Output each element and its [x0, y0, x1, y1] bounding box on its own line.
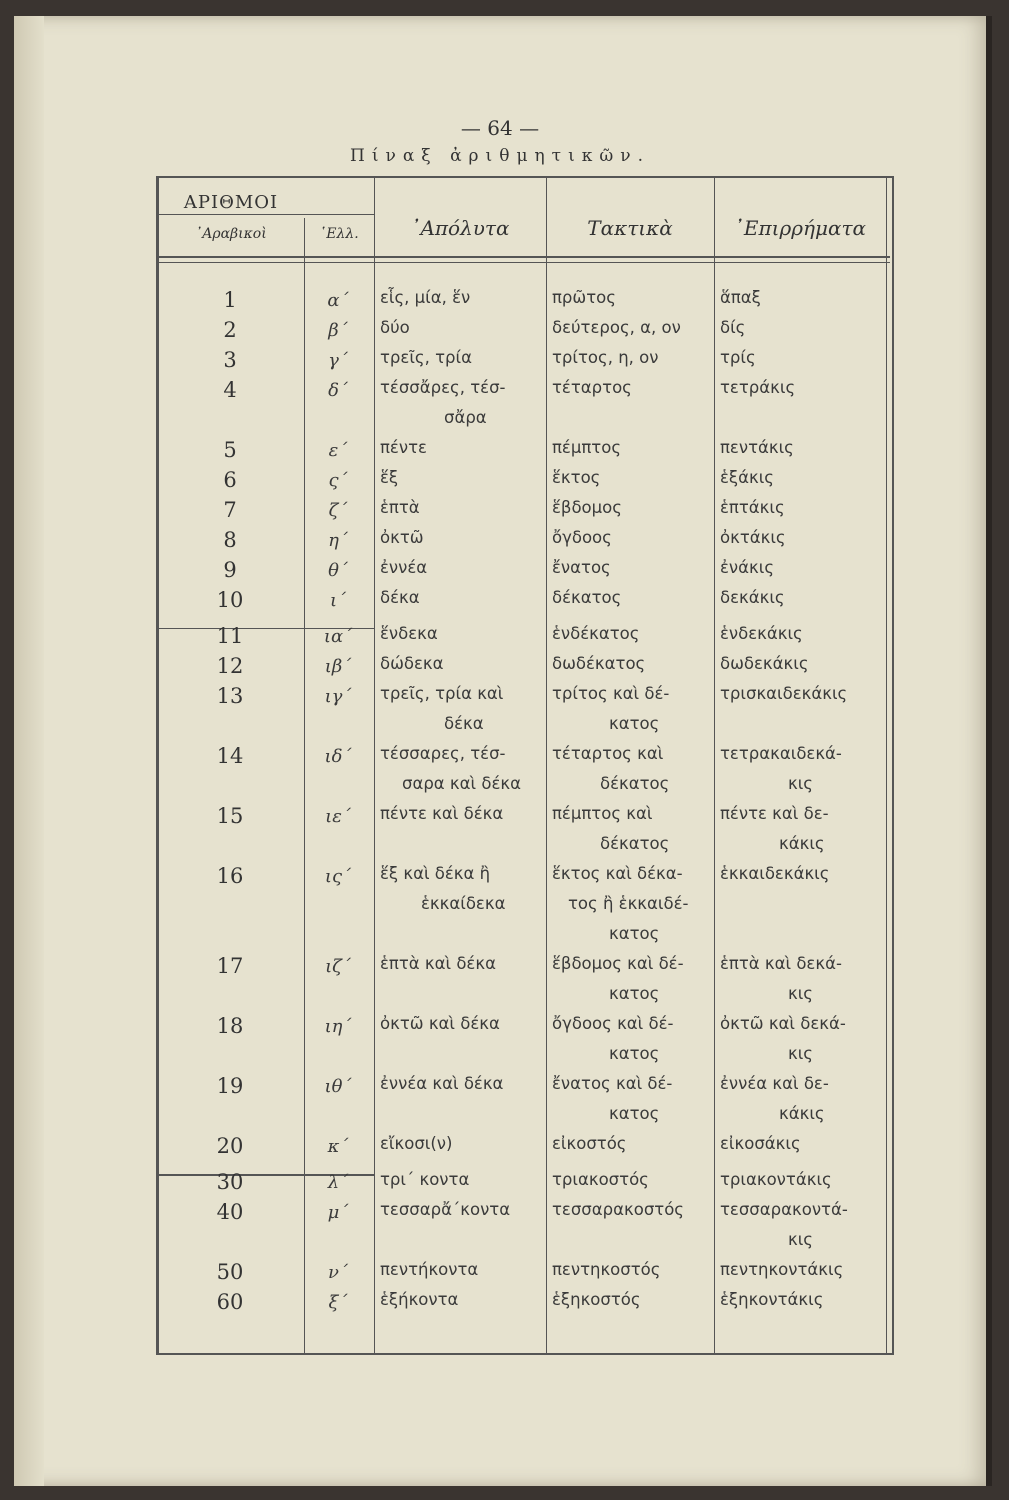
- cardinal-cell: ἕξ καὶ δέκα ἢ: [380, 864, 491, 883]
- adverbial-cell: ὀκτῶ καὶ δεκά-: [720, 1014, 846, 1033]
- adverbial-cell: ἑνδεκάκις: [720, 624, 803, 643]
- ordinal-cell: ἕκτος: [552, 468, 601, 487]
- greek-numeral: ια΄: [323, 626, 353, 647]
- adverbial-cell: ἑξηκοντάκις: [720, 1290, 824, 1309]
- ordinal-cell: κατος: [609, 1104, 660, 1123]
- cardinal-cell: τρεῖς, τρία καὶ: [380, 684, 504, 703]
- adverbial-cell: ἐνάκις: [720, 558, 775, 577]
- adverbial-cell: κις: [788, 984, 813, 1003]
- adverbial-cell: ὀκτάκις: [720, 528, 786, 547]
- adverbial-cell: ἅπαξ: [720, 288, 761, 307]
- adverbial-cell: δωδεκάκις: [720, 654, 809, 673]
- cardinal-cell: τρεῖς, τρία: [380, 348, 472, 367]
- greek-numeral: ιη΄: [324, 1016, 352, 1037]
- arabic-numeral: 50: [216, 1260, 244, 1284]
- adverbial-cell: ἐννέα καὶ δε-: [720, 1074, 829, 1093]
- adverbial-cell: κις: [788, 774, 813, 793]
- arabic-numeral: 14: [216, 744, 244, 768]
- col-divider: [158, 178, 159, 1353]
- adverbial-cell: κάκις: [779, 1104, 825, 1123]
- greek-numeral: ξ΄: [328, 1292, 348, 1313]
- arabic-numeral: 8: [223, 528, 237, 552]
- ordinal-cell: δέκατος: [552, 588, 622, 607]
- ordinal-cell: ὄγδοος: [552, 528, 612, 547]
- cardinal-cell: ἐννέα: [380, 558, 428, 577]
- ordinal-cell: κατος: [609, 984, 660, 1003]
- col-divider: [546, 178, 547, 1353]
- greek-numeral: ιβ΄: [324, 656, 352, 677]
- arabic-numeral: 30: [216, 1170, 244, 1194]
- greek-numeral: β΄: [328, 320, 348, 341]
- ordinal-cell: ἔνατος: [552, 558, 611, 577]
- greek-numeral: ζ΄: [328, 500, 348, 521]
- arabic-numeral: 9: [223, 558, 237, 582]
- arabic-numeral: 10: [216, 588, 244, 612]
- ordinal-cell: δέκατος: [600, 774, 670, 793]
- greek-numeral: ιθ΄: [324, 1076, 352, 1097]
- adverbial-cell: τετράκις: [720, 378, 796, 397]
- ordinal-cell: κατος: [609, 714, 660, 733]
- adverbial-cell: δίς: [720, 318, 746, 337]
- header-line: [158, 262, 890, 263]
- greek-numeral: ιζ΄: [325, 956, 351, 977]
- adverbial-cell: τριακοντάκις: [720, 1170, 832, 1189]
- cardinal-cell: δέκα: [444, 714, 484, 733]
- ordinal-cell: τέταρτος καὶ: [552, 744, 664, 763]
- adverbial-cell: ἑπτάκις: [720, 498, 785, 517]
- adverbial-cell: δεκάκις: [720, 588, 785, 607]
- arabic-numeral: 4: [223, 378, 237, 402]
- header-adverbial: ᾿Επιρρήματα: [733, 216, 867, 240]
- ordinal-cell: πέμπτος: [552, 438, 621, 457]
- header-greek: ῾Ελλ.: [319, 226, 359, 242]
- page-edge: [14, 16, 44, 1486]
- ordinal-cell: τρίτος, η, ον: [552, 348, 659, 367]
- arabic-numeral: 15: [216, 804, 244, 828]
- adverbial-cell: ἑκκαιδεκάκις: [720, 864, 830, 883]
- greek-numeral: α΄: [327, 290, 349, 311]
- ordinal-cell: ἕκτος καὶ δέκα-: [552, 864, 683, 883]
- header-arabic: ᾿Αραβικοὶ: [195, 226, 267, 242]
- greek-numeral: κ΄: [327, 1136, 349, 1157]
- greek-numeral: θ΄: [328, 560, 348, 581]
- adverbial-cell: πεντάκις: [720, 438, 794, 457]
- cardinal-cell: ἐννέα καὶ δέκα: [380, 1074, 504, 1093]
- arabic-numeral: 16: [216, 864, 244, 888]
- cardinal-cell: πεντήκοντα: [380, 1260, 479, 1279]
- greek-numeral: ν΄: [328, 1262, 348, 1283]
- ordinal-cell: πρῶτος: [552, 288, 616, 307]
- cardinal-cell: σαρα καὶ δέκα: [402, 774, 521, 793]
- cardinal-cell: ἑπτὰ: [380, 498, 420, 517]
- cardinal-cell: εἴκοσι(ν): [380, 1134, 453, 1153]
- arabic-numeral: 2: [223, 318, 237, 342]
- ordinal-cell: ὄγδοος καὶ δέ-: [552, 1014, 674, 1033]
- arabic-numeral: 19: [216, 1074, 244, 1098]
- adverbial-cell: εἰκοσάκις: [720, 1134, 801, 1153]
- arabic-numeral: 60: [216, 1290, 244, 1314]
- header-ordinal: Τακτικὰ: [587, 216, 673, 240]
- adverbial-cell: πεντηκοντάκις: [720, 1260, 844, 1279]
- greek-numeral: ιε΄: [325, 806, 351, 827]
- cardinal-cell: τέσσαρες, τέσ-: [380, 744, 506, 763]
- ordinal-cell: τεσσαρακοστός: [552, 1200, 684, 1219]
- ordinal-cell: τέταρτος: [552, 378, 632, 397]
- cardinal-cell: ἑπτὰ καὶ δέκα: [380, 954, 496, 973]
- arabic-numeral: 17: [216, 954, 244, 978]
- cardinal-cell: ὀκτῶ: [380, 528, 424, 547]
- cardinal-cell: τεσσαρἄ΄κοντα: [380, 1200, 511, 1219]
- arabic-numeral: 7: [223, 498, 237, 522]
- arabic-numeral: 11: [216, 624, 244, 648]
- header-cardinal: ᾿Απόλυτα: [410, 216, 510, 240]
- ordinal-cell: δέκατος: [600, 834, 670, 853]
- adverbial-cell: τρισκαιδεκάκις: [720, 684, 848, 703]
- table-title: Πίναξ ἀριθμητικῶν.: [350, 146, 650, 166]
- ordinal-cell: τρίτος καὶ δέ-: [552, 684, 670, 703]
- greek-numeral: μ΄: [327, 1202, 349, 1223]
- ordinal-cell: ἔνατος καὶ δέ-: [552, 1074, 673, 1093]
- ordinal-cell: δωδέκατος: [552, 654, 646, 673]
- ordinal-cell: ἑνδέκατος: [552, 624, 640, 643]
- greek-numeral: ιδ΄: [324, 746, 352, 767]
- greek-numeral: δ΄: [328, 380, 348, 401]
- greek-numeral: ε΄: [328, 440, 348, 461]
- adverbial-cell: πέντε καὶ δε-: [720, 804, 829, 823]
- adverbial-cell: κις: [788, 1230, 813, 1249]
- arabic-numeral: 40: [216, 1200, 244, 1224]
- adverbial-cell: ἑξάκις: [720, 468, 774, 487]
- header-numbers: ΑΡΙΘΜΟΙ: [183, 192, 279, 213]
- ordinal-cell: κατος: [609, 924, 660, 943]
- ordinal-cell: τριακοστός: [552, 1170, 649, 1189]
- numerals-table: [156, 176, 894, 1355]
- arabic-numeral: 18: [216, 1014, 244, 1038]
- arabic-numeral: 5: [223, 438, 237, 462]
- arabic-numeral: 6: [223, 468, 237, 492]
- cardinal-cell: δέκα: [380, 588, 420, 607]
- cardinal-cell: πέντε καὶ δέκα: [380, 804, 504, 823]
- greek-numeral: λ΄: [327, 1172, 349, 1193]
- book-page: [14, 16, 992, 1486]
- adverbial-cell: κάκις: [779, 834, 825, 853]
- greek-numeral: η΄: [328, 530, 348, 551]
- ordinal-cell: εἰκοστός: [552, 1134, 627, 1153]
- greek-numeral: γ΄: [328, 350, 348, 371]
- cardinal-cell: σἄρα: [444, 408, 487, 427]
- ordinal-cell: ἕβδομος καὶ δέ-: [552, 954, 684, 973]
- adverbial-cell: τετρακαιδεκά-: [720, 744, 842, 763]
- cardinal-cell: πέντε: [380, 438, 427, 457]
- arabic-numeral: 13: [216, 684, 244, 708]
- col-divider: [886, 178, 887, 1353]
- greek-numeral: ς΄: [328, 470, 348, 491]
- greek-numeral: ιγ΄: [324, 686, 352, 707]
- cardinal-cell: τέσσἄρες, τέσ-: [380, 378, 506, 397]
- adverbial-cell: τεσσαρακοντά-: [720, 1200, 848, 1219]
- cardinal-cell: τρι΄ κοντα: [380, 1170, 470, 1189]
- arabic-numeral: 20: [216, 1134, 244, 1158]
- ordinal-cell: πέμπτος καὶ: [552, 804, 653, 823]
- cardinal-cell: δύο: [380, 318, 410, 337]
- adverbial-cell: ἑπτὰ καὶ δεκά-: [720, 954, 842, 973]
- col-divider: [714, 178, 715, 1353]
- ordinal-cell: τος ἢ ἑκκαιδέ-: [568, 894, 689, 913]
- adverbial-cell: τρίς: [720, 348, 756, 367]
- page-number: — 64 —: [460, 116, 540, 140]
- greek-numeral: ις΄: [324, 866, 352, 887]
- arabic-numeral: 3: [223, 348, 237, 372]
- arabic-numeral: 1: [223, 288, 237, 312]
- cardinal-cell: ἕξ: [380, 468, 399, 487]
- arabic-numeral: 12: [216, 654, 244, 678]
- cardinal-cell: εἷς, μία, ἕν: [380, 288, 471, 307]
- ordinal-cell: κατος: [609, 1044, 660, 1063]
- header-subline: [158, 214, 374, 215]
- adverbial-cell: κις: [788, 1044, 813, 1063]
- ordinal-cell: δεύτερος, α, ον: [552, 318, 681, 337]
- cardinal-cell: ἑκκαίδεκα: [421, 894, 506, 913]
- greek-numeral: ι΄: [329, 590, 347, 611]
- ordinal-cell: ἑξηκοστός: [552, 1290, 641, 1309]
- cardinal-cell: δώδεκα: [380, 654, 444, 673]
- cardinal-cell: ἑξήκοντα: [380, 1290, 459, 1309]
- cardinal-cell: ὀκτῶ καὶ δέκα: [380, 1014, 500, 1033]
- cardinal-cell: ἕνδεκα: [380, 624, 438, 643]
- ordinal-cell: ἕβδομος: [552, 498, 622, 517]
- header-line: [158, 256, 890, 258]
- ordinal-cell: πεντηκοστός: [552, 1260, 661, 1279]
